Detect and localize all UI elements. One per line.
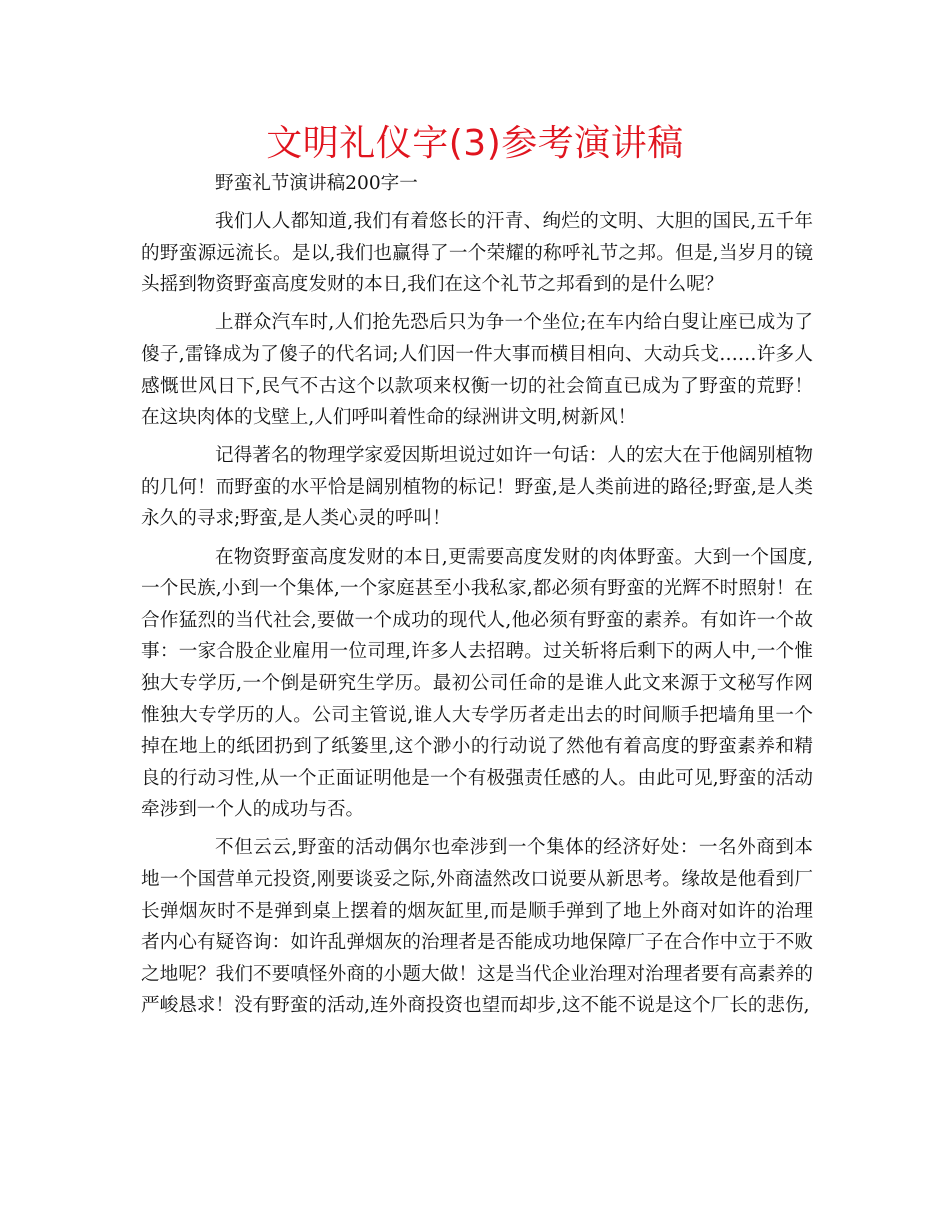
paragraph: 不但云云,野蛮的活动偶尔也牵涉到一个集体的经济好处：一名外商到本地一个国营单元投资,刚要谈妥之际,外商溘然改口说要从新思考。缘故是他看到厂长弹烟灰时不是弹到桌上摆着的烟灰缸里,而是顺手弹到了地上外商对如许的治理者内心有疑咨询：如许乱弹烟灰的治理者是否能成功地保障厂子在合作中立于不败之地呢？我们不要嗔怪外商的小题大做！这是当代企业治理对治理者要有高素养的严峻恳求！没有野蛮的活动,连外商投资也望而却步,这不能不说是这个厂长的悲伤,	[141, 837, 813, 1017]
paragraph: 上群众汽车时,人们抢先恐后只为争一个坐位;在车内给白叟让座已成为了傻子,雷锋成为了傻子的代名词;人们因一件大事而横目相向、大动兵戈……许多人感慨世风日下,民气不古这个以款项来权衡一切的社会简直已成为了野蛮的荒野！在这块肉体的戈壁上,人们呼叫着性命的绿洲讲文明,树新风！	[141, 312, 813, 429]
document-title: 文明礼仪字(3)参考演讲稿	[266, 123, 684, 164]
paragraph: 我们人人都知道,我们有着悠长的汗青、绚烂的文明、大胆的国民,五千年的野蛮源远流长。是以,我们也赢得了一个荣耀的称呼礼节之邦。但是,当岁月的镜头摇到物资野蛮高度发财的本日,我们在这个礼节之邦看到的是什么呢？	[141, 211, 813, 296]
document-body	[141, 168, 813, 1022]
paragraph: 记得著名的物理学家爱因斯坦说过如许一句话：人的宏大在于他阔别植物的几何！而野蛮的水平恰是阔别植物的标记！野蛮,是人类前进的路径;野蛮,是人类永久的寻求;野蛮,是人类心灵的呼叫！	[141, 445, 813, 530]
paragraph: 在物资野蛮高度发财的本日,更需要高度发财的肉体野蛮。大到一个国度,一个民族,小到一个集体,一个家庭甚至小我私家,都必须有野蛮的光辉不时照射！在合作猛烈的当代社会,要做一个成功的现代人,他必须有野蛮的素养。有如许一个故事：一家合股企业雇用一位司理,许多人去招聘。过关斩将后剩下的两人中,一个惟独大专学历,一个倒是研究生学历。最初公司任命的是谁人此文来源于文秘写作网惟独大专学历的人。公司主管说,谁人大专学历者走出去的时间顺手把墙角里一个掉在地上的纸团扔到了纸篓里,这个渺小的行动说了然他有着高度的野蛮素养和精良的行动习性,从一个正面证明他是一个有极强责任感的人。由此可见,野蛮的活动牵涉到一个人的成功与否。	[141, 546, 813, 821]
document-subtitle: 野蛮礼节演讲稿200字一	[215, 173, 418, 194]
